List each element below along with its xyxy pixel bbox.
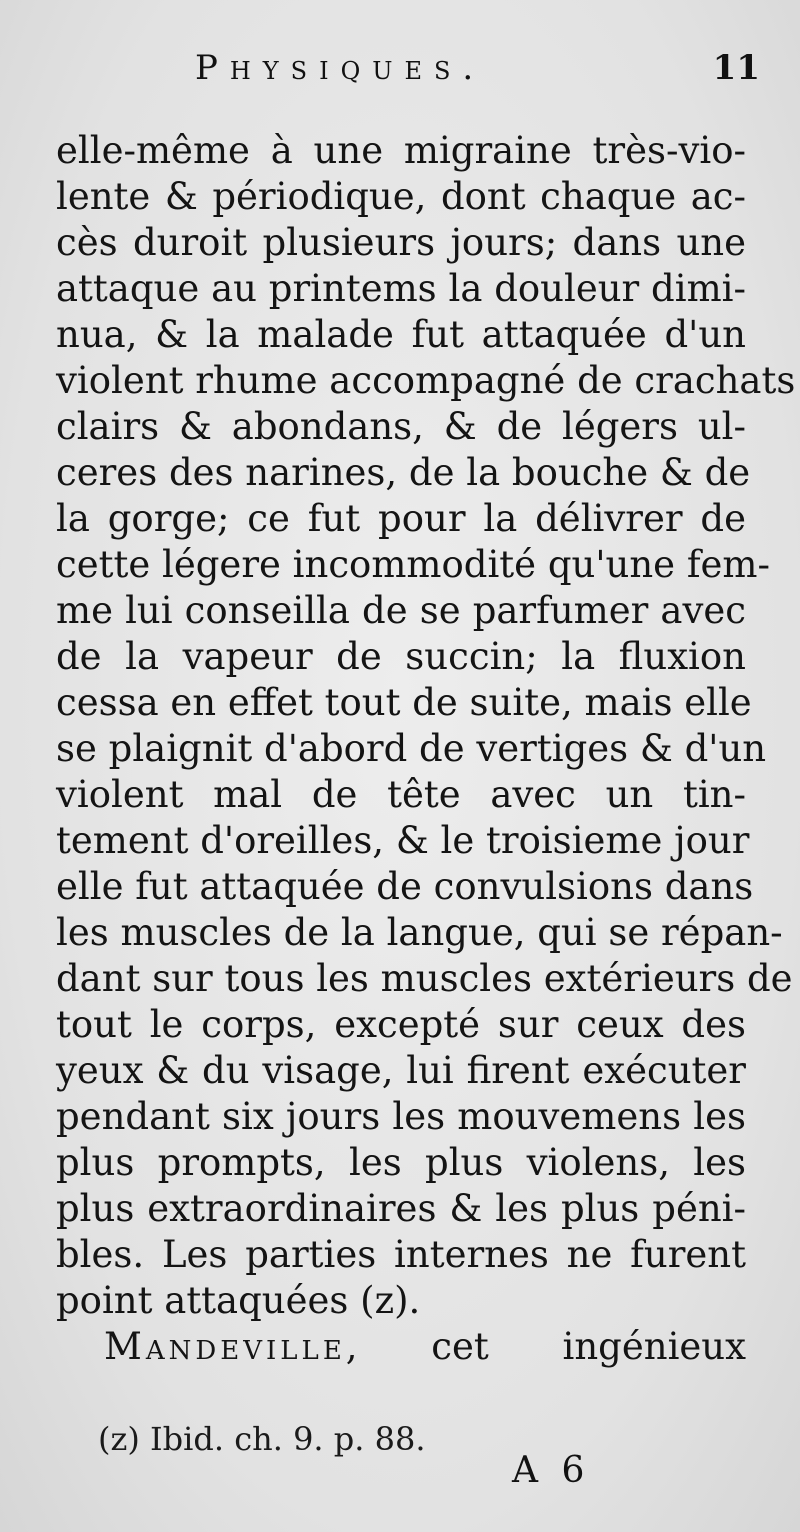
text-line: cette légere incommodité qu'une fem- xyxy=(56,543,771,586)
text-line: lente & périodique, dont chaque ac- xyxy=(56,175,746,218)
text-line: la gorge; ce fut pour la délivrer de xyxy=(56,497,746,540)
text-line: plus prompts, les plus violens, les xyxy=(56,1141,746,1184)
running-title: Physiques. xyxy=(195,48,486,88)
text-line: les muscles de la langue, qui se répan- xyxy=(56,911,783,954)
text-line: dant sur tous les muscles extérieurs de xyxy=(56,957,793,1000)
text-line: elle-même à une migraine très-vio- xyxy=(56,129,746,172)
text-line: tout le corps, excepté sur ceux des xyxy=(56,1003,746,1046)
text-line: clairs & abondans, & de légers ul- xyxy=(56,405,746,448)
text-line-rest: , cet ingénieux xyxy=(345,1325,746,1368)
text-line: bles. Les parties internes ne furent xyxy=(56,1233,746,1276)
text-line: cès duroit plusieurs jours; dans une xyxy=(56,221,746,264)
author-name: Mandeville xyxy=(104,1325,346,1368)
page-number: 11 xyxy=(712,48,760,88)
signature-mark: A 6 xyxy=(512,1450,591,1491)
text-line: se plaignit d'abord de vertiges & d'un xyxy=(56,727,767,770)
text-line: point attaquées (z). xyxy=(56,1279,421,1322)
text-line: violent mal de tête avec un tin- xyxy=(56,773,746,816)
text-line: attaque au printems la douleur dimi- xyxy=(56,267,746,310)
text-line: plus extraordinaires & les plus péni- xyxy=(56,1187,746,1230)
text-line: pendant six jours les mouvemens les xyxy=(56,1095,746,1138)
text-line: tement d'oreilles, & le troisieme jour xyxy=(56,819,750,862)
body-text xyxy=(56,128,796,1370)
text-line: de la vapeur de succin; la fluxion xyxy=(56,635,746,678)
text-line: elle fut attaquée de convulsions dans xyxy=(56,865,754,908)
text-line: me lui conseilla de se parfumer avec xyxy=(56,589,746,632)
text-line: violent rhume accompagné de crachats xyxy=(56,359,796,402)
paragraph-start-line xyxy=(56,1324,746,1370)
text-line: cessa en effet tout de suite, mais elle xyxy=(56,681,752,724)
text-line: nua, & la malade fut attaquée d'un xyxy=(56,313,746,356)
text-line: yeux & du visage, lui firent exécuter xyxy=(56,1049,746,1092)
footnote: (z) Ibid. ch. 9. p. 88. xyxy=(98,1420,426,1458)
text-line: ceres des narines, de la bouche & de xyxy=(56,451,751,494)
page-header xyxy=(195,48,760,98)
